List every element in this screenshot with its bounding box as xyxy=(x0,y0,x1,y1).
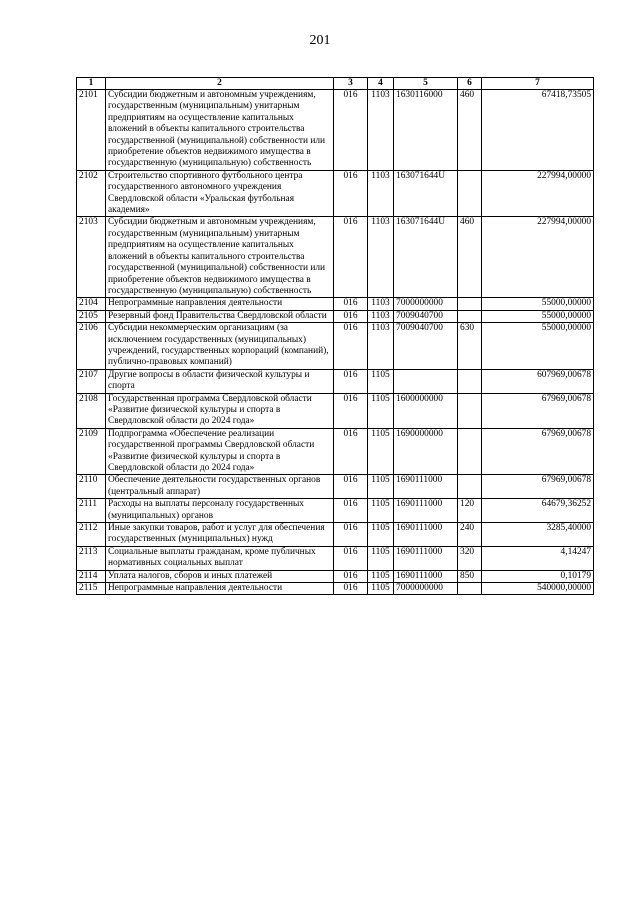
row-target-code-cell: 1690111000 xyxy=(394,499,458,523)
row-target-code-cell xyxy=(394,369,458,393)
row-section-cell: 1105 xyxy=(368,369,394,393)
row-ved-cell: 016 xyxy=(334,499,368,523)
table-row xyxy=(77,546,594,570)
row-section-cell: 1103 xyxy=(368,217,394,298)
row-ved-cell: 016 xyxy=(334,90,368,171)
row-section-cell: 1103 xyxy=(368,310,394,322)
table-row xyxy=(77,323,594,370)
row-name-cell: Непрограммные направления деятельности xyxy=(106,298,334,310)
row-section-cell: 1103 xyxy=(368,90,394,171)
row-sum-cell: 55000,00000 xyxy=(482,298,594,310)
row-expense-type-cell xyxy=(458,170,482,217)
row-expense-type-cell: 240 xyxy=(458,523,482,547)
header-col-7: 7 xyxy=(482,78,594,90)
table-body xyxy=(77,90,594,595)
header-col-4: 4 xyxy=(368,78,394,90)
row-expense-type-cell: 320 xyxy=(458,546,482,570)
row-target-code-cell: 1600000000 xyxy=(394,393,458,428)
header-col-5: 5 xyxy=(394,78,458,90)
row-sum-cell: 227994,00000 xyxy=(482,217,594,298)
row-number-cell: 2108 xyxy=(77,393,106,428)
row-ved-cell: 016 xyxy=(334,475,368,499)
row-sum-cell: 67969,00678 xyxy=(482,475,594,499)
row-section-cell: 1103 xyxy=(368,170,394,217)
table-row xyxy=(77,393,594,428)
row-name-cell: Непрограммные направления деятельности xyxy=(106,583,334,595)
row-sum-cell: 64679,36252 xyxy=(482,499,594,523)
row-ved-cell: 016 xyxy=(334,217,368,298)
row-target-code-cell: 1690000000 xyxy=(394,428,458,475)
row-ved-cell: 016 xyxy=(334,369,368,393)
row-expense-type-cell xyxy=(458,428,482,475)
row-number-cell: 2115 xyxy=(77,583,106,595)
table-header-row xyxy=(77,78,594,90)
row-target-code-cell: 1690111000 xyxy=(394,570,458,582)
row-section-cell: 1105 xyxy=(368,499,394,523)
row-ved-cell: 016 xyxy=(334,310,368,322)
row-number-cell: 2114 xyxy=(77,570,106,582)
row-name-cell: Строительство спортивного футбольного центра государственного автономного учреждения Свердловской области «Уральская футбольная академия» xyxy=(106,170,334,217)
row-target-code-cell: 163071644U xyxy=(394,217,458,298)
row-ved-cell: 016 xyxy=(334,570,368,582)
row-section-cell: 1105 xyxy=(368,583,394,595)
row-target-code-cell: 1690111000 xyxy=(394,475,458,499)
row-expense-type-cell: 850 xyxy=(458,570,482,582)
row-target-code-cell: 1630116000 xyxy=(394,90,458,171)
row-expense-type-cell xyxy=(458,583,482,595)
row-ved-cell: 016 xyxy=(334,298,368,310)
row-sum-cell: 55000,00000 xyxy=(482,310,594,322)
row-expense-type-cell: 630 xyxy=(458,323,482,370)
row-section-cell: 1103 xyxy=(368,298,394,310)
row-number-cell: 2101 xyxy=(77,90,106,171)
table-row xyxy=(77,298,594,310)
row-number-cell: 2113 xyxy=(77,546,106,570)
row-section-cell: 1105 xyxy=(368,570,394,582)
row-sum-cell: 607969,00678 xyxy=(482,369,594,393)
row-sum-cell: 3285,40000 xyxy=(482,523,594,547)
row-number-cell: 2112 xyxy=(77,523,106,547)
row-target-code-cell: 163071644U xyxy=(394,170,458,217)
row-section-cell: 1105 xyxy=(368,393,394,428)
row-name-cell: Субсидии бюджетным и автономным учреждениям, государственным (муниципальным) унитарным предприятиям на осуществление капитальных вложений в объекты капитального строительства государственной (муниципальной) собственности или приобретение объектов недвижимого имущества в государственную (муниципальную) собственность xyxy=(106,217,334,298)
table-row xyxy=(77,170,594,217)
table-row xyxy=(77,369,594,393)
row-number-cell: 2103 xyxy=(77,217,106,298)
row-name-cell: Обеспечение деятельности государственных органов (центральный аппарат) xyxy=(106,475,334,499)
table-row xyxy=(77,570,594,582)
row-target-code-cell: 1690111000 xyxy=(394,523,458,547)
row-expense-type-cell: 460 xyxy=(458,90,482,171)
row-name-cell: Социальные выплаты гражданам, кроме публичных нормативных социальных выплат xyxy=(106,546,334,570)
row-name-cell: Иные закупки товаров, работ и услуг для обеспечения государственных (муниципальных) нужд xyxy=(106,523,334,547)
row-section-cell: 1105 xyxy=(368,546,394,570)
row-section-cell: 1105 xyxy=(368,428,394,475)
row-section-cell: 1103 xyxy=(368,323,394,370)
table-row xyxy=(77,523,594,547)
row-expense-type-cell xyxy=(458,310,482,322)
row-sum-cell: 540000,00000 xyxy=(482,583,594,595)
table-row xyxy=(77,310,594,322)
row-name-cell: Резервный фонд Правительства Свердловской области xyxy=(106,310,334,322)
row-name-cell: Другие вопросы в области физической культуры и спорта xyxy=(106,369,334,393)
row-ved-cell: 016 xyxy=(334,393,368,428)
row-section-cell: 1105 xyxy=(368,475,394,499)
row-expense-type-cell xyxy=(458,369,482,393)
row-target-code-cell: 7000000000 xyxy=(394,583,458,595)
row-target-code-cell: 7009040700 xyxy=(394,310,458,322)
budget-table xyxy=(76,77,594,595)
row-name-cell: Субсидии некоммерческим организациям (за исключением государственных (муниципальных) учреждений, государственных корпораций (компаний), публично-правовых компаний) xyxy=(106,323,334,370)
row-number-cell: 2104 xyxy=(77,298,106,310)
row-target-code-cell: 1690111000 xyxy=(394,546,458,570)
row-ved-cell: 016 xyxy=(334,546,368,570)
row-ved-cell: 016 xyxy=(334,323,368,370)
row-expense-type-cell: 120 xyxy=(458,499,482,523)
row-expense-type-cell xyxy=(458,475,482,499)
header-col-6: 6 xyxy=(458,78,482,90)
row-expense-type-cell: 460 xyxy=(458,217,482,298)
row-section-cell: 1105 xyxy=(368,523,394,547)
table-row xyxy=(77,583,594,595)
row-sum-cell: 4,14247 xyxy=(482,546,594,570)
row-name-cell: Государственная программа Свердловской области «Развитие физической культуры и спорта в Свердловской области до 2024 года» xyxy=(106,393,334,428)
table-row xyxy=(77,217,594,298)
row-sum-cell: 0,10179 xyxy=(482,570,594,582)
table-row xyxy=(77,475,594,499)
row-number-cell: 2107 xyxy=(77,369,106,393)
row-number-cell: 2102 xyxy=(77,170,106,217)
row-number-cell: 2109 xyxy=(77,428,106,475)
row-name-cell: Подпрограмма «Обеспечение реализации государственной программы Свердловской области «Развитие физической культуры и спорта в Свердловской области до 2024 года» xyxy=(106,428,334,475)
row-target-code-cell: 7000000000 xyxy=(394,298,458,310)
header-col-3: 3 xyxy=(334,78,368,90)
row-ved-cell: 016 xyxy=(334,170,368,217)
row-name-cell: Уплата налогов, сборов и иных платежей xyxy=(106,570,334,582)
row-number-cell: 2110 xyxy=(77,475,106,499)
table-row xyxy=(77,90,594,171)
row-sum-cell: 67969,00678 xyxy=(482,393,594,428)
row-expense-type-cell xyxy=(458,298,482,310)
header-col-1: 1 xyxy=(77,78,106,90)
row-sum-cell: 67969,00678 xyxy=(482,428,594,475)
header-col-2: 2 xyxy=(106,78,334,90)
row-sum-cell: 55000,00000 xyxy=(482,323,594,370)
row-number-cell: 2111 xyxy=(77,499,106,523)
table-row xyxy=(77,428,594,475)
row-target-code-cell: 7009040700 xyxy=(394,323,458,370)
row-number-cell: 2106 xyxy=(77,323,106,370)
page-number: 201 xyxy=(309,33,331,48)
row-name-cell: Расходы на выплаты персоналу государственных (муниципальных) органов xyxy=(106,499,334,523)
row-expense-type-cell xyxy=(458,393,482,428)
row-sum-cell: 67418,73505 xyxy=(482,90,594,171)
row-name-cell: Субсидии бюджетным и автономным учреждениям, государственным (муниципальным) унитарным предприятиям на осуществление капитальных вложений в объекты капитального строительства государственной (муниципальной) собственности или приобретение объектов недвижимого имущества в государственную (муниципальную) собственность xyxy=(106,90,334,171)
table-row xyxy=(77,499,594,523)
row-ved-cell: 016 xyxy=(334,523,368,547)
row-ved-cell: 016 xyxy=(334,428,368,475)
row-ved-cell: 016 xyxy=(334,583,368,595)
row-number-cell: 2105 xyxy=(77,310,106,322)
row-sum-cell: 227994,00000 xyxy=(482,170,594,217)
